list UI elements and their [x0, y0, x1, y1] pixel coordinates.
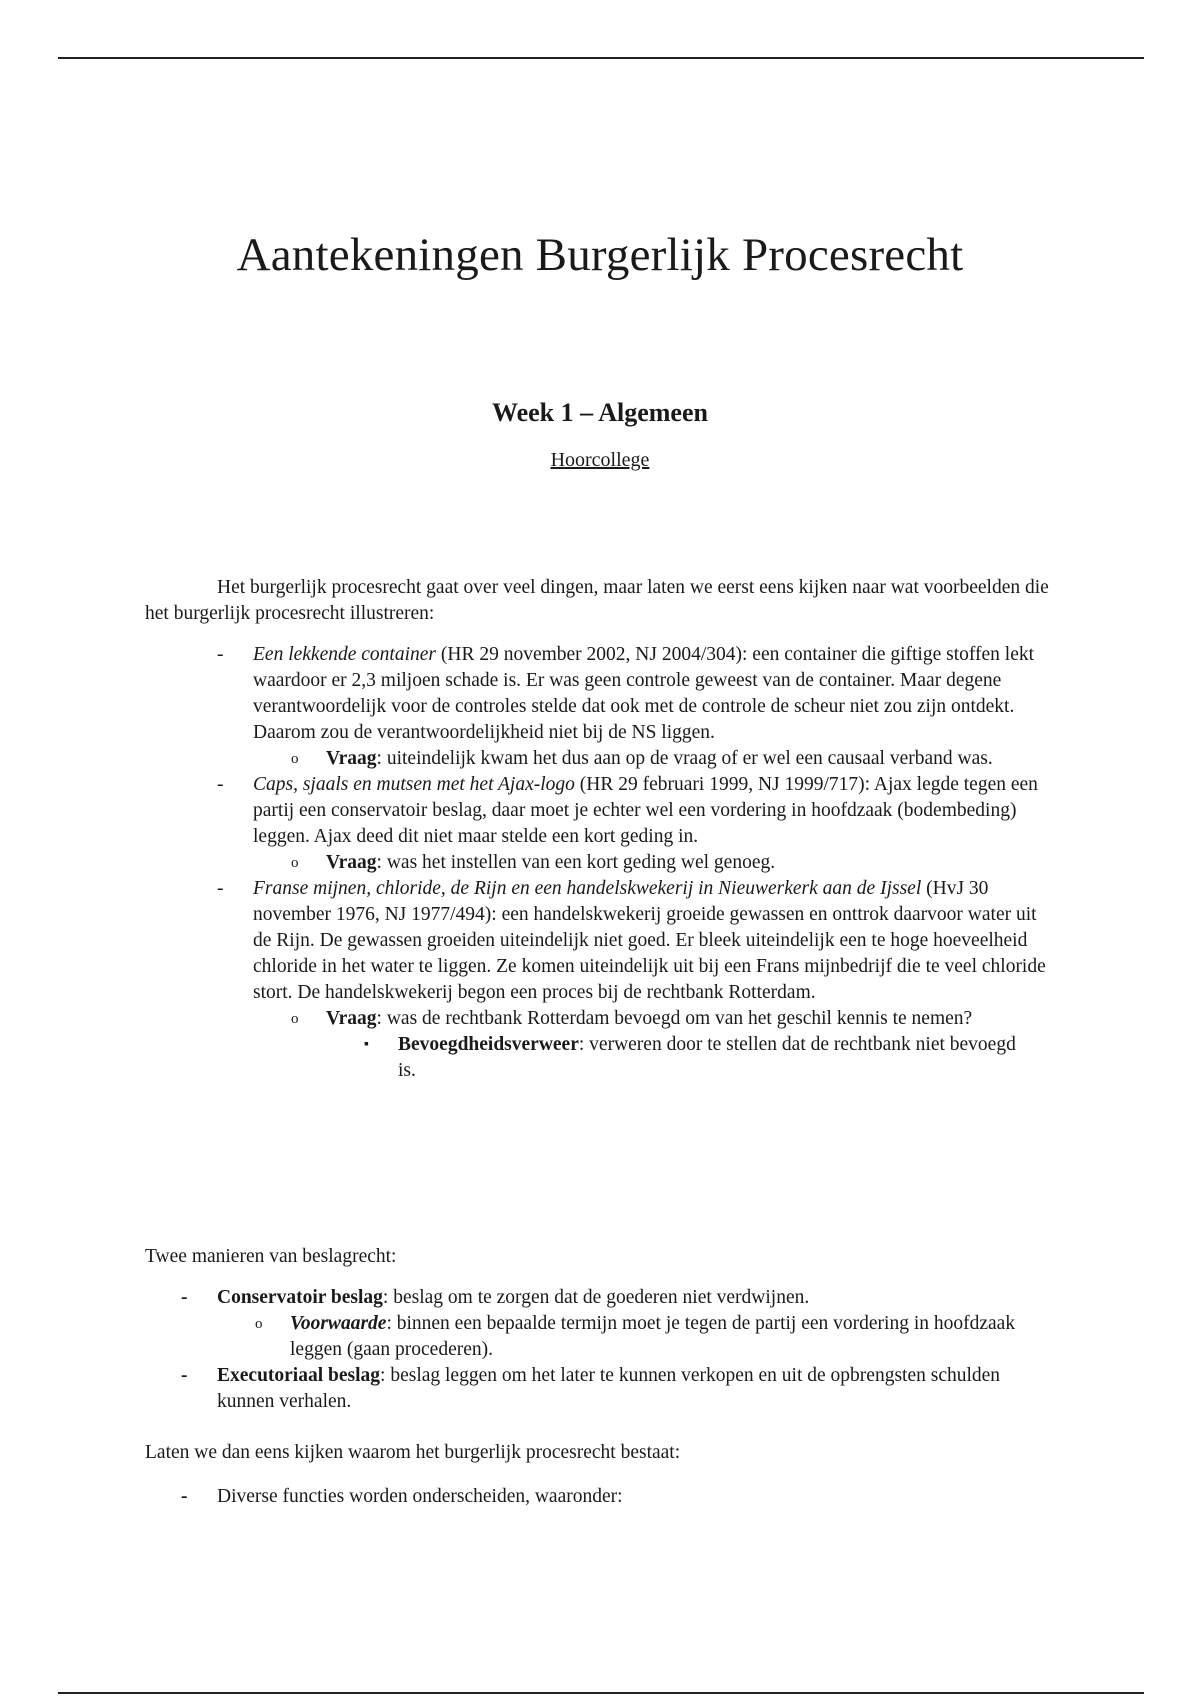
case-text: (HR 29 november 2002, NJ 2004/304): een container die giftige stoffen lekt waardoor er 2,3 miljoen schade is. Er was geen controle geweest van de container. Maar degene verantwoordelijk voor de controles stelde dat ook met de controle de scheur niet zou zijn ontdekt. Daarom zou de verantwoordelijkheid niet bij de NS liggen.: [253, 644, 1035, 743]
question-label: Vraag: [326, 852, 377, 873]
top-rule: [58, 57, 1144, 59]
sub-text: : verweren door te stellen dat de rechtbank niet bevoegd is.: [398, 1034, 1016, 1081]
circle-bullet: o: [255, 1316, 263, 1332]
beslag-list: [0, 1285, 1200, 1415]
bottom-rule: [58, 1692, 1144, 1694]
case-text: (HR 29 februari 1999, NJ 1999/717): Ajax legde tegen een partij een conservatoir beslag, daar moet je echter wel een vordering in hoofdzaak (bodembeding) leggen. Ajax deed dit niet maar stelde een kort geding in.: [253, 774, 1038, 847]
dash-bullet: -: [217, 878, 224, 899]
list-item: [0, 876, 1200, 1006]
question-text: : was de rechtbank Rotterdam bevoegd om van het geschil kennis te nemen?: [376, 1008, 973, 1029]
conservatoir-text: : beslag om te zorgen dat de goederen niet verdwijnen.: [382, 1287, 810, 1308]
circle-bullet: o: [291, 751, 299, 767]
list-item: [0, 1032, 1200, 1084]
list-item: [0, 746, 1200, 772]
square-bullet: ▪: [364, 1037, 369, 1052]
list-item: [0, 772, 1200, 850]
question-label: Vraag: [326, 748, 377, 769]
waarom-heading: Laten we dan eens kijken waarom het burgerlijk procesrecht bestaat:: [145, 1442, 681, 1463]
dash-bullet: -: [181, 1365, 188, 1386]
dash-bullet: -: [217, 644, 224, 665]
list-item: [0, 642, 1200, 746]
functies-text: Diverse functies worden onderscheiden, waaronder:: [217, 1486, 623, 1507]
intro-paragraph: Het burgerlijk procesrecht gaat over veel dingen, maar laten we eerst eens kijken naar wat voorbeelden die het burgerlijk procesrecht illustreren:: [145, 577, 1049, 624]
list-item: [0, 1484, 1200, 1510]
case-title: Caps, sjaals en mutsen met het Ajax-logo: [253, 774, 575, 795]
voorwaarde-text: : binnen een bepaalde termijn moet je tegen de partij een vordering in hoofdzaak leggen (gaan procederen).: [290, 1313, 1016, 1360]
document-title: Aantekeningen Burgerlijk Procesrecht: [236, 229, 964, 281]
list-item: [0, 1006, 1200, 1032]
case-title: Een lekkende container: [253, 644, 436, 665]
case-text: (HvJ 30 november 1976, NJ 1977/494): een handelskwekerij groeide gewassen en onttrok daarvoor water uit de Rijn. De gewassen groeiden uiteindelijk niet goed. Er bleek uiteindelijk een te hoge hoeveelheid chloride in het water te liggen. Ze komen uiteindelijk uit bij een Frans mijnbedrijf die te veel chloride stort. De handelskwekerij begon een proces bij de rechtbank Rotterdam.: [253, 878, 1046, 1003]
list-item: [0, 850, 1200, 876]
circle-bullet: o: [291, 1011, 299, 1027]
examples-list: [0, 642, 1200, 1084]
case-title: Franse mijnen, chloride, de Rijn en een handelskwekerij in Nieuwerkerk aan de Ijssel: [253, 878, 922, 899]
functies-list: [0, 1484, 1200, 1510]
executoriaal-text: : beslag leggen om het later te kunnen verkopen en uit de opbrengsten schulden kunnen verhalen.: [217, 1365, 1001, 1412]
list-item: [0, 1363, 1200, 1415]
dash-bullet: -: [181, 1287, 188, 1308]
week-heading: Week 1 – Algemeen: [492, 398, 708, 427]
question-label: Vraag: [326, 1008, 377, 1029]
list-item: [0, 1285, 1200, 1311]
subheading: Hoorcollege: [550, 449, 650, 471]
dash-bullet: -: [217, 774, 224, 795]
voorwaarde-label: Voorwaarde: [290, 1313, 387, 1334]
list-item: [0, 1311, 1200, 1363]
question-text: : uiteindelijk kwam het dus aan op de vraag of er wel een causaal verband was.: [376, 748, 993, 769]
question-text: : was het instellen van een kort geding wel genoeg.: [376, 852, 776, 873]
dash-bullet: -: [181, 1486, 188, 1507]
executoriaal-label: Executoriaal beslag: [217, 1365, 381, 1386]
conservatoir-label: Conservatoir beslag: [217, 1287, 383, 1308]
sub-label: Bevoegdheidsverweer: [398, 1034, 579, 1055]
beslag-heading: Twee manieren van beslagrecht:: [145, 1246, 397, 1267]
circle-bullet: o: [291, 855, 299, 871]
